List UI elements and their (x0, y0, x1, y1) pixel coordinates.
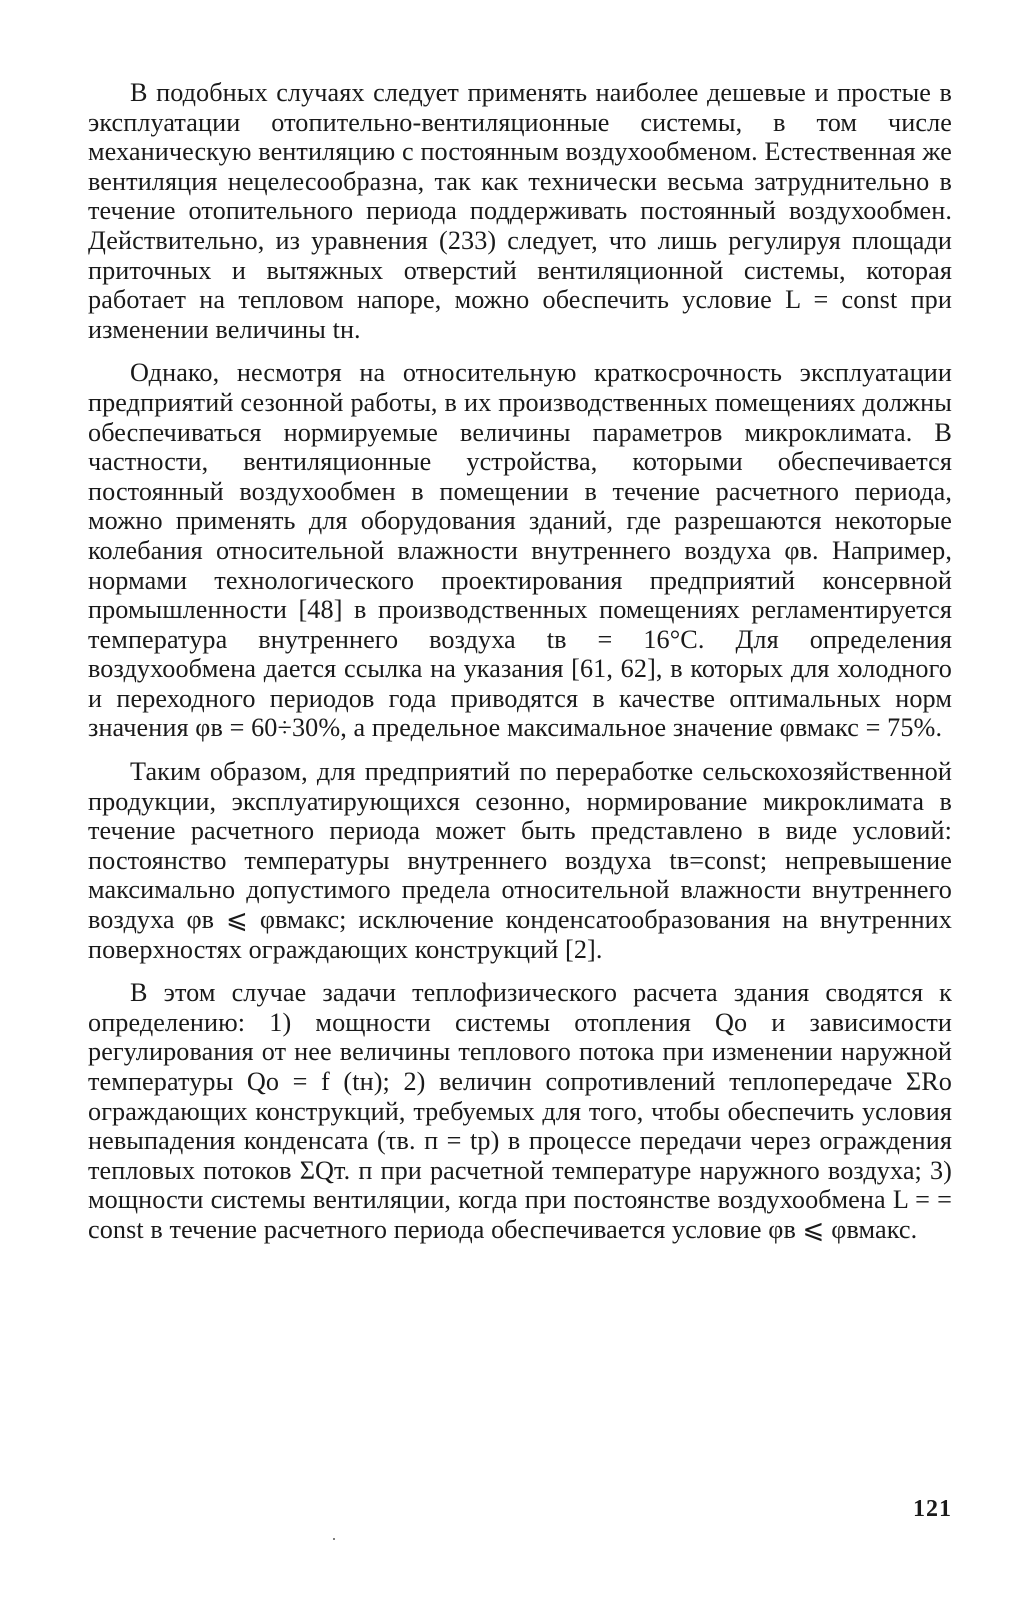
paragraph-4: В этом случае задачи теплофизического расчета здания сводятся к определению: 1) мощности системы отопления Qо и зависимости регулирования от нее величины теплового потока при изменении наружной температуры Qо = f (tн); 2) величин сопротивлений теплопередаче ΣRо ограждающих конструкций, требуемых для того, чтобы обеспечить условия невыпадения конденсата (τв. п = tр) в процессе передачи через ограждения тепловых потоков ΣQт. п при расчетной температуре наружного воздуха; 3) мощности системы вентиляции, когда при постоянстве воздухообмена L = = const в течение расчетного периода обеспечивается условие φв ⩽ φвмакс. (88, 978, 952, 1244)
page-number: 121 (913, 1496, 952, 1522)
paragraph-3: Таким образом, для предприятий по переработке сельскохозяйственной продукции, эксплуатирующихся сезонно, нормирование микроклимата в течение расчетного периода может быть представлено в виде условий: постоянство температуры внутреннего воздуха tв=const; непревышение максимально допустимого предела относительной влажности внутреннего воздуха φв ⩽ φвмакс; исключение конденсатообразования на внутренних поверхностях ограждающих конструкций [2]. (88, 757, 952, 964)
paragraph-2: Однако, несмотря на относительную краткосрочность эксплуатации предприятий сезонной работы, в их производственных помещениях должны обеспечиваться нормируемые величины параметров микроклимата. В частности, вентиляционные устройства, которыми обеспечивается постоянный воздухообмен в помещении в течение расчетного периода, можно применять для оборудования зданий, где разрешаются некоторые колебания относительной влажности внутреннего воздуха φв. Например, нормами технологического проектирования предприятий консервной промышленности [48] в производственных помещениях регламентируется температура внутреннего воздуха tв = 16°С. Для определения воздухообмена дается ссылка на указания [61, 62], в которых для холодного и переходного периодов года приводятся в качестве оптимальных норм значения φв = 60÷30%, а предельное максимальное значение φвмакс = 75%. (88, 358, 952, 743)
print-speck (333, 1538, 335, 1540)
page-body (88, 78, 952, 1518)
paragraph-1: В подобных случаях следует применять наиболее дешевые и простые в эксплуатации отопительно-вентиляционные системы, в том числе механическую вентиляцию с постоянным воздухообменом. Естественная же вентиляция нецелесообразна, так как технически весьма затруднительно в течение отопительного периода поддерживать постоянный воздухообмен. Действительно, из уравнения (233) следует, что лишь регулируя площади приточных и вытяжных отверстий вентиляционной системы, которая работает на тепловом напоре, можно обеспечить условие L = const при изменении величины tн. (88, 78, 952, 344)
